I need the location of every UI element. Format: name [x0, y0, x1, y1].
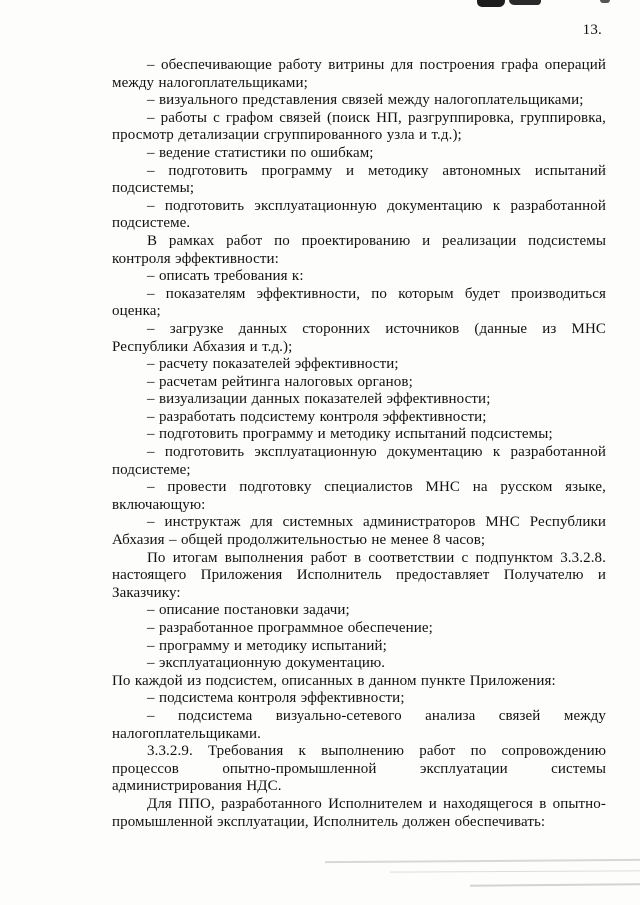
paragraph: – визуализации данных показателей эффективности;: [147, 391, 491, 408]
paragraph: – работы с графом связей (поиск НП, разгруппировка, группировка, просмотр детализации сгруппированного узла и т.д.);: [112, 109, 606, 144]
paragraph: По итогам выполнения работ в соответствии с подпунктом 3.3.2.8. настоящего Приложения Исполнитель предоставляет Получателю и Заказчику:: [112, 549, 606, 601]
scan-artifact-bottom-line: [470, 883, 640, 886]
paragraph: – подсистема контроля эффективности;: [147, 690, 405, 707]
scan-artifact-top-smudge: [509, 0, 541, 5]
paragraph: 3.3.2.9. Требования к выполнению работ по сопровождению процессов опытно-промышленной эксплуатации системы администрирования НДС.: [112, 743, 606, 795]
paragraph: – инструктаж для системных администраторов МНС Республики Абхазия – общей продолжительностью не менее 8 часов;: [112, 514, 606, 549]
paragraph: – визуального представления связей между налогоплательщиками;: [147, 92, 584, 109]
paragraph: – расчету показателей эффективности;: [147, 356, 399, 373]
page-number: 13.: [582, 22, 602, 38]
paragraph: – эксплуатационную документацию.: [147, 655, 386, 672]
paragraph: – подготовить эксплуатационную документацию к разработанной подсистеме;: [112, 444, 606, 478]
paragraph: – показателям эффективности, по которым будет производиться оценка;: [112, 285, 606, 320]
paragraph: – программу и методику испытаний;: [147, 637, 387, 654]
scan-artifact-top-mark: [600, 0, 610, 3]
scan-artifact-top-smudge: [477, 0, 505, 7]
paragraph: – провести подготовку специалистов МНС на русском языке, включающую:: [112, 479, 606, 513]
paragraph: – подсистема визуально-сетевого анализа связей между налогоплательщиками.: [112, 707, 606, 742]
paragraph: – ведение статистики по ошибкам;: [147, 144, 374, 161]
paragraph: – расчетам рейтинга налоговых органов;: [147, 373, 413, 390]
paragraph: – описать требования к:: [147, 268, 304, 285]
paragraph: – разработанное программное обеспечение;: [147, 620, 433, 636]
scan-artifact-bottom-line: [390, 870, 640, 872]
scan-artifact-bottom-line: [325, 859, 640, 863]
paragraph: – подготовить программу и методику испытаний подсистемы;: [147, 426, 553, 443]
paragraph: По каждой из подсистем, описанных в данном пункте Приложения:: [112, 672, 556, 689]
paragraph: – подготовить программу и методику автономных испытаний подсистемы;: [112, 162, 606, 197]
paragraph: – описание постановки задачи;: [147, 602, 350, 619]
paragraph: Для ППО, разработанного Исполнителем и находящегося в опытно-промышленной эксплуатации, Исполнитель должен обеспечивать:: [112, 795, 606, 830]
paragraph: – обеспечивающие работу витрины для построения графа операций между налогоплательщиками;: [112, 57, 606, 91]
paragraph: В рамках работ по проектированию и реализации подсистемы контроля эффективности:: [112, 232, 606, 267]
paragraph: – разработать подсистему контроля эффективности;: [147, 408, 487, 425]
paragraph: – подготовить эксплуатационную документацию к разработанной подсистеме.: [112, 197, 606, 232]
paragraph: – загрузке данных сторонних источников (данные из МНС Республики Абхазия и т.д.);: [112, 320, 606, 355]
document-body: [112, 57, 606, 831]
